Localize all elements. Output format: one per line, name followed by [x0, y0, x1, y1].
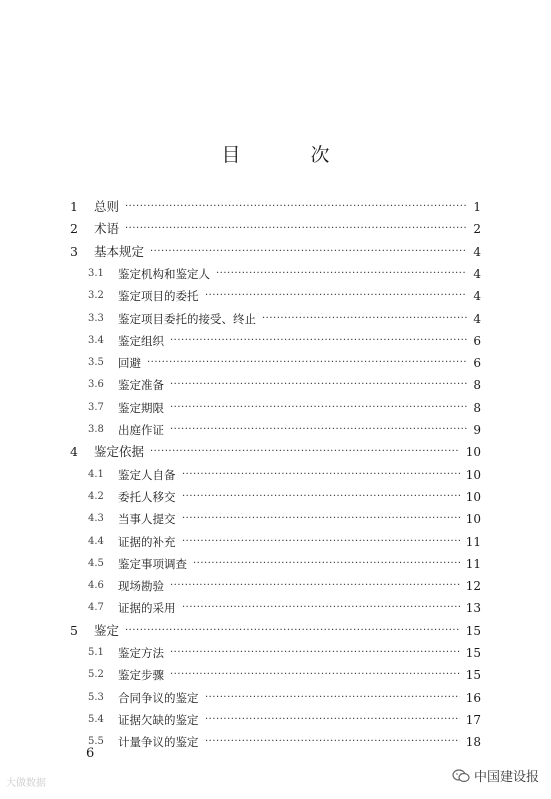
toc-entry [0, 597, 551, 619]
toc-entry-label: 术语 [94, 221, 120, 237]
toc-leader-dots [150, 241, 467, 263]
toc-entry-number: 5.3 [88, 691, 104, 703]
toc-entry [0, 464, 551, 486]
toc-entry-page: 10 [465, 467, 481, 482]
toc-entry [0, 664, 551, 686]
toc-leader-dots [205, 285, 467, 307]
toc-leader-dots [182, 531, 460, 553]
toc-entry-number: 3.6 [88, 379, 104, 391]
toc-entry-label: 证据的补充 [118, 534, 176, 549]
toc-entry-label: 出庭作证 [118, 423, 164, 437]
toc-entry-page: 12 [465, 579, 481, 594]
toc-leader-dots [216, 263, 467, 285]
toc-entry-number: 3 [70, 243, 78, 259]
toc-entry-page: 15 [465, 623, 481, 638]
toc-leader-dots [147, 352, 467, 374]
toc-entry-label: 证据欠缺的鉴定 [118, 712, 199, 727]
toc-entry-label: 鉴定项目委托的接受、终止 [118, 311, 256, 326]
toc-entry-page: 4 [473, 266, 481, 281]
toc-entry-page: 6 [473, 356, 481, 371]
toc-entry-number: 2 [70, 221, 78, 237]
toc-entry [0, 397, 551, 419]
toc-entry [0, 218, 551, 240]
toc-entry-number: 4.2 [88, 490, 104, 502]
toc-entry-number: 3.7 [88, 401, 104, 413]
toc-entry [0, 731, 551, 753]
toc-entry [0, 575, 551, 597]
toc-entry-number: 5.5 [88, 736, 104, 748]
toc-leader-dots [205, 709, 460, 731]
toc-entry-number: 3.2 [88, 290, 104, 302]
watermark-right [452, 766, 539, 785]
toc-entry [0, 196, 551, 218]
toc-entry-label: 鉴定依据 [94, 444, 145, 460]
toc-entry-label: 鉴定人自备 [118, 467, 176, 482]
toc-entry [0, 553, 551, 575]
toc-leader-dots [205, 687, 460, 709]
toc-entry-label: 基本规定 [94, 243, 145, 259]
toc-entry-label: 鉴定机构和鉴定人 [118, 266, 210, 281]
toc-leader-dots [170, 374, 467, 396]
toc-leader-dots [170, 664, 460, 686]
toc-entry-label: 鉴定期限 [118, 400, 164, 415]
toc-entry-number: 4 [70, 444, 78, 460]
watermark-right-text: 中国建设报 [473, 770, 539, 785]
toc-leader-dots [125, 620, 460, 642]
toc-leader-dots [170, 642, 460, 664]
toc-entry-number: 4.1 [88, 468, 104, 480]
toc-entry-page: 15 [465, 668, 481, 683]
toc-entry-page: 10 [465, 445, 481, 460]
toc-entry-page: 8 [473, 378, 481, 393]
toc-entry-number: 5.1 [88, 647, 104, 658]
toc-entry-number: 3.1 [88, 267, 104, 279]
toc-entry-page: 13 [465, 601, 481, 616]
toc-leader-dots [125, 196, 467, 218]
toc-entry-number: 3.8 [88, 424, 104, 435]
watermark-left: 大做数据 [6, 778, 46, 789]
toc-entry-page: 1 [473, 200, 481, 214]
toc-leader-dots [262, 308, 467, 330]
toc-entry-page: 4 [473, 311, 481, 326]
toc-entry-label: 鉴定步骤 [118, 668, 164, 683]
toc-entry [0, 508, 551, 530]
toc-entry-label: 证据的采用 [118, 601, 176, 616]
toc-entry-label: 合同争议的鉴定 [118, 690, 199, 705]
toc-entry-number: 3.4 [88, 334, 104, 346]
toc-entry [0, 263, 551, 285]
toc-entry-number: 5.4 [88, 713, 104, 725]
toc-leader-dots [182, 597, 460, 619]
toc-leader-dots [205, 731, 460, 753]
toc-entry-number: 3.5 [88, 357, 104, 369]
toc-leader-dots [150, 441, 460, 463]
toc-entry [0, 642, 551, 664]
toc-entry-page: 2 [473, 222, 481, 237]
toc-entry-page: 15 [465, 646, 481, 660]
toc-entry-label: 鉴定方法 [118, 646, 164, 660]
toc-entry [0, 620, 551, 642]
toc-entry-label: 委托人移交 [118, 489, 176, 504]
toc-entry [0, 241, 551, 263]
toc-entry-page: 10 [465, 489, 481, 504]
toc-entry [0, 441, 551, 463]
toc-leader-dots [125, 218, 467, 240]
toc-entry-label: 鉴定项目的委托 [118, 289, 199, 304]
toc-entry-label: 总则 [94, 199, 120, 214]
toc-entry [0, 352, 551, 374]
toc-entry [0, 374, 551, 396]
toc-entry-label: 计量争议的鉴定 [118, 735, 199, 750]
toc-entry-page: 11 [465, 534, 481, 549]
toc-entry-number: 4.5 [88, 557, 104, 569]
toc-entry-page: 16 [465, 690, 481, 705]
toc-entry-number: 4.6 [88, 580, 104, 592]
toc-entry-number: 1 [70, 199, 78, 214]
toc-entry-page: 8 [473, 400, 481, 415]
toc-leader-dots [182, 486, 460, 508]
toc-entry-number: 4.4 [88, 535, 104, 547]
toc-entry-page: 9 [473, 423, 481, 437]
toc-leader-dots [182, 464, 460, 486]
toc-leader-dots [193, 553, 460, 575]
toc-entry-number: 5 [70, 622, 78, 638]
toc-entry-label: 鉴定事项调查 [118, 556, 187, 571]
toc-entry-label: 回避 [118, 356, 141, 371]
toc-entry-page: 6 [473, 333, 481, 348]
toc-entry-page: 4 [473, 289, 481, 304]
toc-entry [0, 486, 551, 508]
toc-entry-page: 10 [465, 512, 481, 527]
toc-entry [0, 285, 551, 307]
page-number: 6 [86, 746, 95, 761]
toc-title: 目 次 [221, 144, 362, 166]
toc-entry-page: 11 [465, 556, 481, 571]
toc-leader-dots [182, 508, 460, 530]
toc-entry-page: 4 [473, 244, 481, 259]
toc-entry-label: 鉴定 [94, 622, 120, 638]
toc-leader-dots [170, 397, 467, 419]
toc-entry-number: 4.3 [88, 513, 104, 525]
wechat-icon [452, 769, 470, 783]
toc-leader-dots [170, 330, 467, 352]
toc-entry [0, 330, 551, 352]
toc-entry-label: 当事人提交 [118, 512, 176, 527]
toc-entry-label: 现场勘验 [118, 579, 164, 594]
toc-entry [0, 308, 551, 330]
toc-entry [0, 419, 551, 441]
toc-entry-number: 3.3 [88, 312, 104, 324]
toc-entry [0, 531, 551, 553]
toc-entry-page: 17 [465, 712, 481, 727]
toc-entry-page: 18 [465, 735, 481, 750]
toc-entry-number: 5.2 [88, 669, 104, 681]
toc-entry [0, 687, 551, 709]
toc-leader-dots [170, 575, 460, 597]
toc-entry-label: 鉴定组织 [118, 333, 164, 348]
toc-entry [0, 709, 551, 731]
toc-entry-number: 4.7 [88, 602, 104, 614]
toc-leader-dots [170, 419, 467, 441]
toc-entry-label: 鉴定准备 [118, 378, 164, 393]
